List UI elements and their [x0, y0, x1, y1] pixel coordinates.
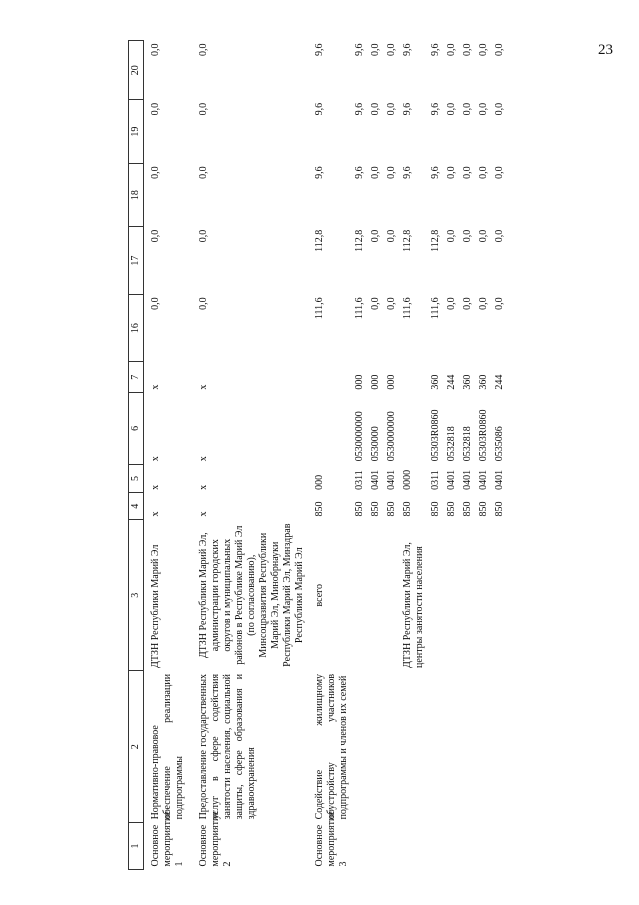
- cell-grbs: 850: [494, 501, 505, 517]
- cell-value-18: 9,6: [314, 166, 325, 179]
- header-cell: 1: [129, 822, 144, 869]
- cell-value-18: 0,0: [446, 166, 457, 179]
- cell-section: 0401: [462, 469, 473, 490]
- cell-target-code: [400, 393, 428, 465]
- cell-value-16: 0,0: [446, 297, 457, 310]
- header-cell: 18: [129, 163, 144, 226]
- cell-section: 0401: [386, 469, 397, 490]
- cell-value-20: 9,6: [430, 43, 441, 56]
- cell-value-20: 9,6: [314, 43, 325, 56]
- cell-target-code: 0532818: [446, 426, 457, 462]
- cell-activity: [400, 822, 428, 869]
- table-row: [460, 41, 476, 870]
- cell-value-20: 9,6: [354, 43, 365, 56]
- cell-value-16: 0,0: [370, 297, 381, 310]
- table-row: [192, 41, 312, 870]
- cell-value-20: 0,0: [150, 43, 161, 56]
- budget-table: [128, 40, 508, 870]
- cell-value-16: 111,6: [354, 297, 365, 320]
- cell-activity: [492, 822, 508, 869]
- table-row: [384, 41, 400, 870]
- cell-executor: [460, 519, 476, 670]
- header-cell: 7: [129, 362, 144, 393]
- header-cell: 20: [129, 41, 144, 100]
- cell-value-17: 112,8: [314, 229, 325, 252]
- table-row: [428, 41, 444, 870]
- cell-expense-type: 244: [446, 374, 457, 390]
- cell-activity: [444, 822, 460, 869]
- cell-executor: [492, 519, 508, 670]
- cell-expense-type: [400, 362, 428, 393]
- cell-description: Содействие жилищному обустройству участников подпрограммы и членов их семей: [314, 673, 349, 820]
- cell-description: [476, 671, 492, 822]
- cell-executor: [368, 519, 384, 670]
- header-cell: 17: [129, 227, 144, 295]
- page-number: 23: [598, 42, 613, 58]
- cell-target-code: 0532818: [462, 426, 473, 462]
- cell-activity: [368, 822, 384, 869]
- cell-target-code: 05303R0860: [478, 409, 489, 462]
- cell-value-17: 0,0: [386, 229, 397, 243]
- cell-value-16: 111,6: [314, 297, 325, 320]
- cell-executor: ДТЗН Республики Марий Эл: [150, 544, 161, 668]
- cell-value-20: 0,0: [386, 43, 397, 56]
- cell-activity: Основное мероприятие 2: [198, 811, 233, 867]
- header-cell: 2: [129, 671, 144, 822]
- table-row: [312, 41, 352, 870]
- cell-value-17: 0,0: [198, 229, 209, 243]
- cell-expense-type: x: [150, 384, 161, 390]
- cell-description: [492, 671, 508, 822]
- cell-section: 0401: [370, 469, 381, 490]
- table-row: [352, 41, 368, 870]
- cell-executor: ДТЗН Республики Марий Эл, центры занятости населения: [402, 542, 425, 668]
- cell-description: [428, 671, 444, 822]
- cell-executor: всего: [314, 583, 325, 607]
- table-row: [400, 41, 428, 870]
- rotated-table-container: [128, 40, 608, 870]
- cell-value-17: 0,0: [150, 229, 161, 243]
- header-row: [129, 41, 144, 870]
- cell-section: 000: [314, 474, 325, 490]
- cell-grbs: 850: [462, 501, 473, 517]
- table-row: [476, 41, 492, 870]
- cell-target-code: x: [150, 456, 161, 462]
- table-row: [368, 41, 384, 870]
- cell-grbs: 850: [430, 501, 441, 517]
- cell-section: 0000: [402, 469, 413, 490]
- cell-value-20: 9,6: [402, 43, 413, 56]
- cell-value-19: 9,6: [314, 102, 325, 116]
- cell-expense-type: 360: [430, 374, 441, 390]
- cell-value-18: 0,0: [478, 166, 489, 179]
- cell-value-17: 0,0: [478, 229, 489, 243]
- cell-executor: [476, 519, 492, 670]
- cell-value-20: 0,0: [446, 43, 457, 56]
- header-cell: 3: [129, 519, 144, 670]
- cell-value-19: 0,0: [446, 102, 457, 116]
- cell-value-20: 0,0: [370, 43, 381, 56]
- cell-grbs: 850: [314, 501, 325, 517]
- table-row: [144, 41, 193, 870]
- cell-value-20: 0,0: [494, 43, 505, 56]
- cell-value-18: 0,0: [198, 166, 209, 179]
- cell-activity: [428, 822, 444, 869]
- cell-value-19: 0,0: [198, 102, 209, 116]
- cell-value-16: 0,0: [150, 297, 161, 310]
- cell-target-code: [312, 393, 352, 465]
- cell-value-18: 0,0: [386, 166, 397, 179]
- cell-value-18: 0,0: [150, 166, 161, 179]
- cell-value-16: 0,0: [386, 297, 397, 310]
- cell-activity: Основное мероприятие 1: [150, 811, 185, 867]
- cell-executor: [352, 519, 368, 670]
- cell-section: x: [150, 484, 161, 490]
- cell-expense-type: x: [198, 384, 209, 390]
- cell-activity: [460, 822, 476, 869]
- cell-activity: [352, 822, 368, 869]
- cell-executor: [428, 519, 444, 670]
- header-cell: 5: [129, 464, 144, 493]
- cell-value-19: 0,0: [370, 102, 381, 116]
- cell-executor: [444, 519, 460, 670]
- cell-section: 0311: [430, 470, 441, 490]
- cell-description: [368, 671, 384, 822]
- cell-target-code: 0530000000: [354, 411, 365, 462]
- cell-expense-type: 000: [370, 374, 381, 390]
- cell-value-17: 112,8: [354, 229, 365, 252]
- cell-value-16: 0,0: [462, 297, 473, 310]
- cell-section: 0401: [478, 469, 489, 490]
- cell-value-19: 9,6: [402, 102, 413, 116]
- cell-section: 0311: [354, 470, 365, 490]
- table-row: [492, 41, 508, 870]
- cell-section: x: [198, 484, 209, 490]
- cell-value-17: 0,0: [494, 229, 505, 243]
- cell-value-19: 0,0: [386, 102, 397, 116]
- cell-grbs: 850: [370, 501, 381, 517]
- cell-target-code: 0535086: [494, 426, 505, 462]
- cell-value-19: 9,6: [354, 102, 365, 116]
- cell-value-16: 0,0: [198, 297, 209, 310]
- header-cell: 4: [129, 493, 144, 520]
- cell-grbs: 850: [354, 501, 365, 517]
- cell-value-17: 112,8: [430, 229, 441, 252]
- cell-value-17: 0,0: [446, 229, 457, 243]
- cell-description: [444, 671, 460, 822]
- cell-target-code: x: [198, 456, 209, 462]
- cell-description: [400, 671, 428, 822]
- cell-value-20: 0,0: [462, 43, 473, 56]
- cell-value-16: 0,0: [494, 297, 505, 310]
- cell-value-18: 9,6: [402, 166, 413, 179]
- cell-grbs: 850: [386, 501, 397, 517]
- cell-target-code: 05303R0860: [430, 409, 441, 462]
- cell-value-17: 112,8: [402, 229, 413, 252]
- cell-section: 0401: [446, 469, 457, 490]
- cell-description: Нормативно-правовое обеспечение реализации подпрограммы: [150, 673, 185, 820]
- cell-activity: [476, 822, 492, 869]
- cell-description: Предоставление государственных услуг в сфере содействия занятости населения, социальной защиты, сфере образования и здравоохранения: [198, 673, 257, 820]
- cell-expense-type: 360: [462, 374, 473, 390]
- cell-value-19: 0,0: [150, 102, 161, 116]
- cell-activity: [384, 822, 400, 869]
- cell-description: [384, 671, 400, 822]
- cell-grbs: x: [198, 511, 209, 517]
- header-cell: 6: [129, 393, 144, 465]
- cell-value-18: 9,6: [354, 166, 365, 179]
- cell-value-19: 0,0: [494, 102, 505, 116]
- header-cell: 16: [129, 294, 144, 362]
- cell-expense-type: 244: [494, 374, 505, 390]
- cell-value-18: 0,0: [462, 166, 473, 179]
- header-cell: 19: [129, 100, 144, 163]
- cell-value-18: 0,0: [494, 166, 505, 179]
- table-row: [444, 41, 460, 870]
- cell-grbs: 850: [402, 501, 413, 517]
- cell-value-20: 0,0: [478, 43, 489, 56]
- cell-target-code: 0530000000: [386, 411, 397, 462]
- cell-grbs: 850: [446, 501, 457, 517]
- cell-grbs: x: [150, 511, 161, 517]
- cell-value-16: 111,6: [430, 297, 441, 320]
- table-header: [129, 41, 144, 870]
- cell-grbs: 850: [478, 501, 489, 517]
- cell-target-code: 0530000: [370, 426, 381, 462]
- cell-expense-type: 360: [478, 374, 489, 390]
- cell-expense-type: 000: [354, 374, 365, 390]
- cell-value-16: 0,0: [478, 297, 489, 310]
- cell-executor: ДТЗН Республики Марий Эл, администрации городских округов и муниципальных районов в Республике Марий Эл (по согласованию), Минсоцразвития Республики Марий Эл, Минобрнауки Республики Марий Эл, Минздрав Республики Марий Эл: [198, 523, 305, 667]
- cell-expense-type: [312, 362, 352, 393]
- cell-value-18: 0,0: [370, 166, 381, 179]
- cell-value-19: 9,6: [430, 102, 441, 116]
- cell-description: [460, 671, 476, 822]
- cell-activity: Основное мероприятие 3: [314, 811, 349, 867]
- cell-executor: [384, 519, 400, 670]
- cell-section: 0401: [494, 469, 505, 490]
- cell-value-17: 0,0: [462, 229, 473, 243]
- cell-expense-type: 000: [386, 374, 397, 390]
- cell-value-19: 0,0: [478, 102, 489, 116]
- cell-value-19: 0,0: [462, 102, 473, 116]
- cell-value-16: 111,6: [402, 297, 413, 320]
- cell-description: [352, 671, 368, 822]
- cell-value-18: 9,6: [430, 166, 441, 179]
- cell-value-20: 0,0: [198, 43, 209, 56]
- cell-value-17: 0,0: [370, 229, 381, 243]
